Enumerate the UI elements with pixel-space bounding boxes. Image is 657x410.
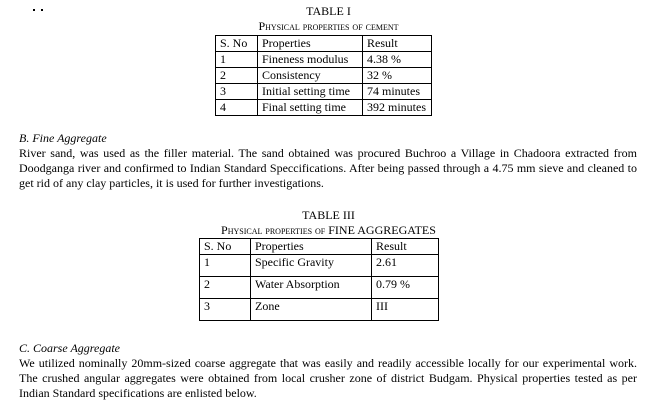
table-cell: 74 minutes — [363, 84, 432, 100]
section-c-paragraph: We utilized nominally 20mm-sized coarse aggregate that was easily and readily accessible locally for our experimental work. The crushed angular aggregates were obtained from local crusher zone of district Budgam. Physical properties tested as per Indian Standard specifications are enlisted below. — [19, 356, 637, 400]
table-header: Result — [372, 239, 439, 255]
table-header: Result — [363, 36, 432, 52]
table-cell: 2 — [216, 68, 258, 84]
table-cell: Initial setting time — [258, 84, 363, 100]
section-c-heading: C. Coarse Aggregate — [19, 341, 120, 355]
table-header: S. No — [200, 239, 251, 255]
section-b-heading: B. Fine Aggregate — [19, 131, 107, 145]
table-row — [200, 255, 439, 277]
table3 — [199, 238, 439, 321]
table-cell: Water Absorption — [251, 277, 372, 299]
table-header: S. No — [216, 36, 258, 52]
cropped-text-fragment — [33, 0, 61, 3]
table-row — [200, 277, 439, 299]
table1-caption: Physical properties of cement — [258, 19, 399, 33]
table-row — [216, 100, 432, 116]
table-header-row — [216, 36, 432, 52]
table-cell: 2.61 — [372, 255, 439, 277]
table-cell: 0.79 % — [372, 277, 439, 299]
table-cell: 4 — [216, 100, 258, 116]
section-b-paragraph: River sand, was used as the filler material. The sand obtained was procured Buchroo a Village in Chadoora extracted from Doodganga river and confirmed to Indian Standard Speccifications. After being passed through a 4.75 mm sieve and cleaned to get rid of any clay particles, it is used for further investigations. — [19, 146, 637, 190]
table-cell: 1 — [216, 52, 258, 68]
table-cell: Final setting time — [258, 100, 363, 116]
table1-label: TABLE I — [306, 4, 351, 18]
table3-caption: Physical properties of FINE AGGREGATES — [221, 223, 436, 237]
table-row — [216, 52, 432, 68]
table-cell: 2 — [200, 277, 251, 299]
table-cell: Fineness modulus — [258, 52, 363, 68]
table-header-row — [200, 239, 439, 255]
table-cell: Zone — [251, 299, 372, 321]
table3-label: TABLE III — [302, 208, 355, 222]
table-header: Properties — [251, 239, 372, 255]
table1 — [215, 35, 432, 116]
table-cell: 32 % — [363, 68, 432, 84]
table-row — [200, 299, 439, 321]
table-cell: Consistency — [258, 68, 363, 84]
table-cell: 3 — [200, 299, 251, 321]
table-header: Properties — [258, 36, 363, 52]
table-cell: 1 — [200, 255, 251, 277]
table-cell: 4.38 % — [363, 52, 432, 68]
table-row — [216, 84, 432, 100]
table-row — [216, 68, 432, 84]
table-cell: 392 minutes — [363, 100, 432, 116]
table-cell: III — [372, 299, 439, 321]
table-cell: Specific Gravity — [251, 255, 372, 277]
table-cell: 3 — [216, 84, 258, 100]
